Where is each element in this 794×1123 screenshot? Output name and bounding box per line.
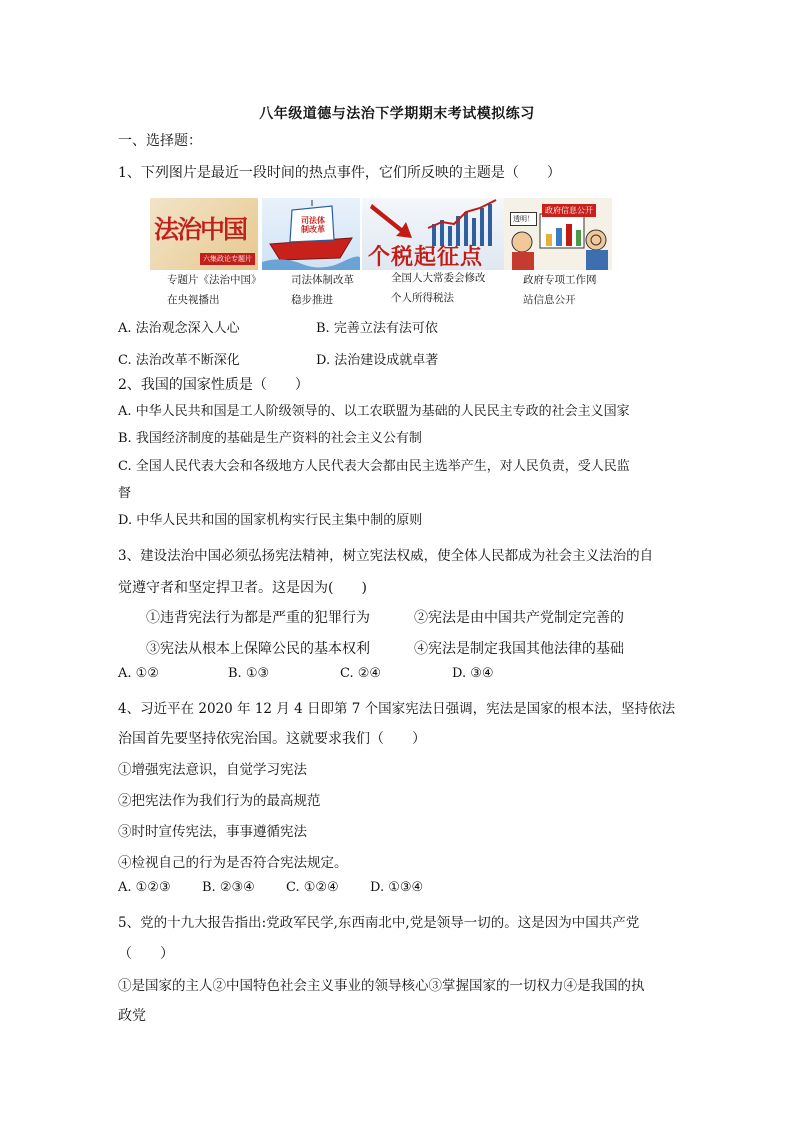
- question-1-option-c: C. 法治改革不断深化: [118, 353, 240, 368]
- question-3-option-c: C. ②④: [340, 666, 382, 681]
- question-1-option-b: B. 完善立法有法可依: [316, 321, 438, 336]
- figure-caption-3: 全国人大常委会修改 个人所得税法: [391, 272, 486, 304]
- question-4-item-1: ①增强宪法意识，自觉学习宪法: [118, 762, 307, 778]
- figure-caption-1: 专题片《法治中国》 在央视播出: [167, 274, 262, 306]
- figure-panel-judicial-reform: [262, 198, 360, 270]
- question-1-option-d: D. 法治建设成就卓著: [316, 353, 439, 368]
- question-5-items-line-2: 政党: [118, 1008, 146, 1024]
- panel-4-sign: 政府信息公开: [542, 204, 596, 217]
- question-3-stem-line-1: 3、建设法治中国必须弘扬宪法精神，树立宪法权威，使全体人民都成为社会主义法治的自: [118, 548, 654, 564]
- question-3-item-2: ②宪法是由中国共产党制定完善的: [414, 610, 624, 626]
- question-4-option-b: B. ②③④: [202, 880, 255, 895]
- page-title: 八年级道德与法治下学期期末考试模拟练习: [259, 106, 535, 122]
- figure-panel-government-info: [504, 198, 612, 270]
- question-3-item-4: ④宪法是制定我国其他法律的基础: [414, 641, 624, 657]
- question-4-option-d: D. ①③④: [370, 880, 424, 895]
- panel-3-title: 个税起征点: [368, 245, 484, 270]
- question-3-option-a: A. ①②: [118, 666, 159, 681]
- question-3-option-b: B. ①③: [228, 666, 270, 681]
- question-2-option-c: C. 全国人民代表大会和各级地方人民代表大会都由民主选举产生，对人民负责，受人民监: [118, 459, 630, 474]
- question-2-option-d: D. 中华人民共和国的国家机构实行民主集中制的原则: [118, 513, 423, 528]
- question-4-option-c: C. ①②④: [286, 880, 339, 895]
- figure-caption-2: 司法体制改革 稳步推进: [291, 274, 354, 306]
- panel-4-speech-bubble: 透明！: [510, 212, 537, 226]
- question-4-stem-line-1: 4、习近平在 2020 年 12 月 4 日即第 7 个国家宪法日强调，宪法是国家的根本法，坚持依法: [118, 701, 676, 717]
- question-5-stem-line-2: （ ）: [118, 946, 174, 962]
- question-1-option-a: A. 法治观念深入人心: [118, 321, 240, 336]
- question-4-item-2: ②把宪法作为我们行为的最高规范: [118, 793, 321, 809]
- question-1-stem: 1、下列图片是最近一段时间的热点事件，它们所反映的主题是（ ）: [118, 165, 561, 181]
- question-3-option-d: D. ③④: [452, 666, 494, 681]
- ship-illustration-icon: [262, 198, 360, 270]
- question-2-option-b: B. 我国经济制度的基础是生产资料的社会主义公有制: [118, 431, 422, 446]
- question-4-stem-line-2: 治国首先要坚持依宪治国。这就要求我们（ ）: [118, 731, 426, 747]
- question-3-item-3: ③宪法从根本上保障公民的基本权利: [146, 641, 370, 657]
- figure-panel-rule-of-law-china: [150, 198, 258, 270]
- question-5-stem-line-1: 5、党的十九大报告指出:党政军民学,东西南北中,党是领导一切的。这是因为中国共产党: [118, 915, 640, 931]
- question-4-option-a: A. ①②③: [118, 880, 171, 895]
- question-4-item-3: ③时时宣传宪法，事事遵循宪法: [118, 824, 307, 840]
- figure-panel-tax-threshold: [362, 198, 504, 270]
- question-2-stem: 2、我国的国家性质是（ ）: [118, 377, 309, 393]
- section-heading: 一、选择题：: [118, 133, 202, 149]
- panel-1-badge: 六集政论专题片: [200, 253, 255, 265]
- question-3-item-1: ①违背宪法行为都是严重的犯罪行为: [146, 610, 370, 626]
- panel-2-text: 司法体制改革: [301, 216, 325, 234]
- panel-1-title: 法治中国: [154, 215, 247, 244]
- question-4-item-4: ④检视自己的行为是否符合宪法规定。: [118, 855, 348, 871]
- question-2-option-c-continued: 督: [118, 486, 132, 501]
- figure-caption-4: 政府专项工作网 站信息公开: [523, 274, 597, 306]
- question-3-stem-line-2: 觉遵守者和坚定捍卫者。这是因为( ): [118, 580, 367, 596]
- question-5-items-line-1: ①是国家的主人②中国特色社会主义事业的领导核心③掌握国家的一切权力④是我国的执: [118, 978, 645, 994]
- question-2-option-a: A. 中华人民共和国是工人阶级领导的、以工农联盟为基础的人民民主专政的社会主义国家: [118, 404, 630, 419]
